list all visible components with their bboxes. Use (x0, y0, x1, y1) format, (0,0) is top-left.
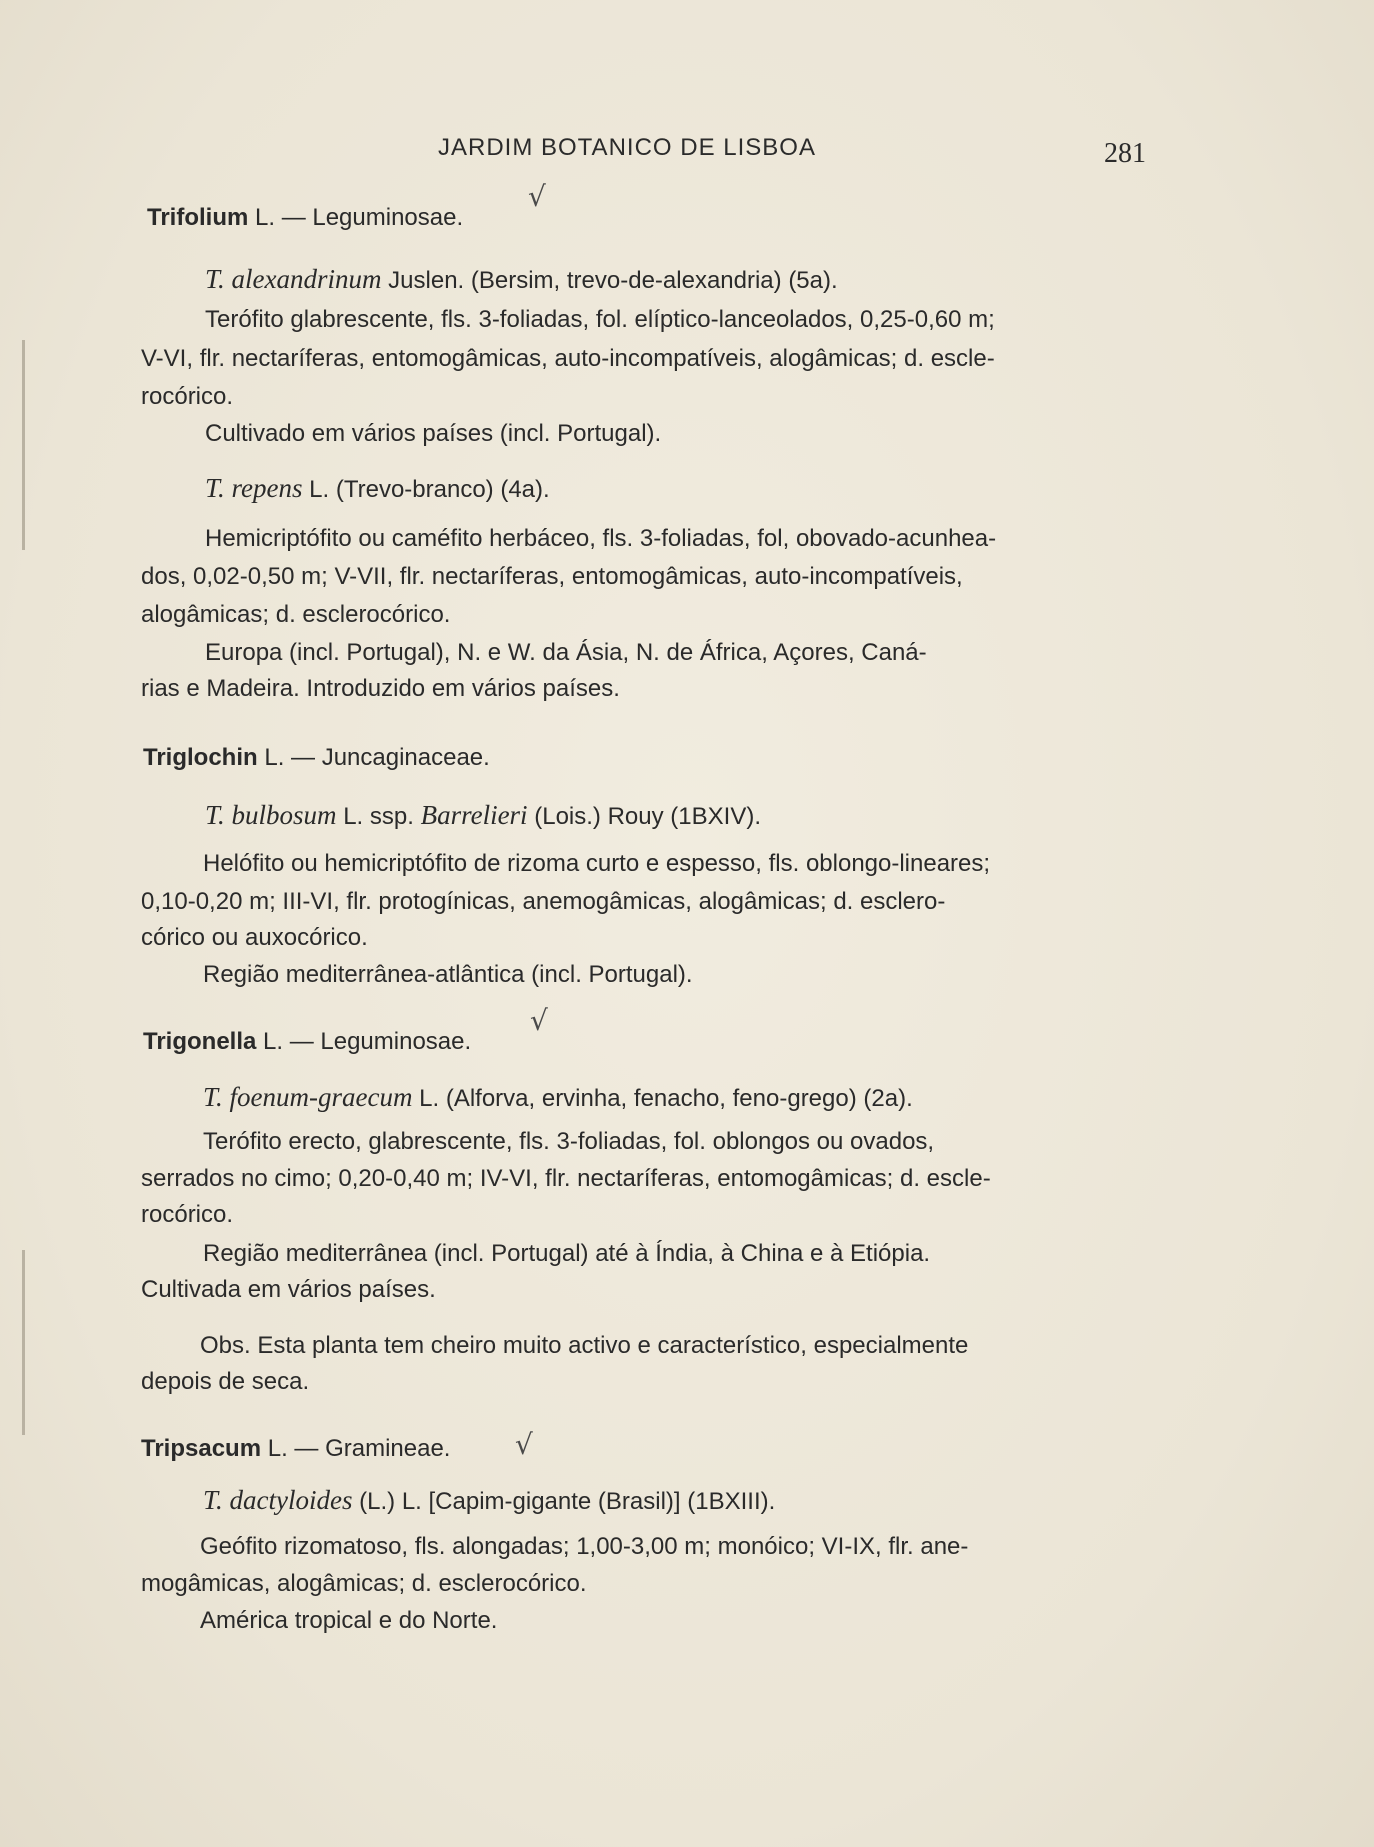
distribution-line: rias e Madeira. Introduzido em vários países. (141, 675, 620, 702)
description-line: Geófito rizomatoso, fls. alongadas; 1,00-3,00 m; monóico; VI-IX, flr. ane- (200, 1533, 969, 1560)
genus-heading (143, 744, 490, 772)
species-heading (205, 800, 761, 831)
binding-edge-mark (22, 1250, 25, 1435)
species-name: T. alexandrinum (205, 264, 382, 294)
genus-name: Trigonella (143, 1028, 257, 1055)
genus-family: L. — Leguminosae. (256, 1028, 472, 1055)
species-heading (203, 1485, 775, 1516)
description-line: alogâmicas; d. esclerocórico. (141, 601, 451, 628)
genus-family: L. — Juncaginaceae. (257, 744, 490, 771)
running-header: JARDIM BOTANICO DE LISBOA (438, 134, 816, 161)
description-line: Hemicriptófito ou caméfito herbáceo, fls. 3-foliadas, fol, obovado-acunhea- (205, 525, 997, 552)
distribution-line: Região mediterrânea (incl. Portugal) até à Índia, à China e à Etiópia. (203, 1240, 931, 1267)
distribution-line: América tropical e do Norte. (200, 1607, 498, 1634)
binding-edge-mark (22, 340, 25, 550)
check-mark: √ (530, 1004, 548, 1037)
genus-family: L. — Leguminosae. (248, 204, 464, 231)
subspecies-name: Barrelieri (420, 800, 528, 830)
description-line: Terófito glabrescente, fls. 3-foliadas, fol. elíptico-lanceolados, 0,25-0,60 m; (205, 306, 995, 333)
genus-name: Trifolium (147, 204, 249, 231)
description-line: Helófito ou hemicriptófito de rizoma curto e espesso, fls. oblongo-lineares; (203, 850, 991, 877)
description-line: córico ou auxocórico. (141, 924, 368, 951)
species-name: T. dactyloides (203, 1485, 353, 1515)
distribution-line: Cultivado em vários países (incl. Portugal). (205, 420, 662, 447)
description-line: Terófito erecto, glabrescente, fls. 3-foliadas, fol. oblongos ou ovados, (203, 1128, 935, 1155)
description-line: rocórico. (141, 1201, 234, 1228)
description-line: mogâmicas, alogâmicas; d. esclerocórico. (141, 1570, 587, 1597)
description-line: 0,10-0,20 m; III-VI, flr. protogínicas, anemogâmicas, alogâmicas; d. esclero- (141, 888, 946, 915)
distribution-line: Europa (incl. Portugal), N. e W. da Ásia, N. de África, Açores, Caná- (205, 639, 927, 666)
species-heading (205, 264, 838, 295)
genus-heading (147, 204, 463, 232)
description-line: serrados no cimo; 0,20-0,40 m; IV-VI, flr. nectaríferas, entomogâmicas; d. escle- (141, 1165, 991, 1192)
genus-name: Triglochin (143, 744, 258, 771)
species-heading (205, 473, 550, 504)
check-mark: √ (528, 180, 546, 213)
species-name: T. repens (205, 473, 303, 503)
genus-family: L. — Gramineae. (261, 1435, 451, 1462)
subspecies-authority: (Lois.) Rouy (1BXIV). (527, 803, 761, 830)
description-line: V-VI, flr. nectaríferas, entomogâmicas, auto-incompatíveis, alogâmicas; d. escle- (141, 345, 995, 372)
check-mark: √ (515, 1428, 533, 1461)
species-name: T. bulbosum (205, 800, 337, 830)
species-authority: L. ssp. (336, 803, 421, 830)
species-name: T. foenum-graecum (203, 1082, 413, 1112)
species-heading (203, 1082, 913, 1113)
page-number: 281 (1104, 138, 1146, 169)
species-authority: L. (Trevo-branco) (4a). (302, 476, 550, 503)
species-authority: Juslen. (Bersim, trevo-de-alexandria) (5a). (381, 267, 838, 294)
distribution-line: Cultivada em vários países. (141, 1276, 436, 1303)
observation-line: depois de seca. (141, 1368, 310, 1395)
description-line: dos, 0,02-0,50 m; V-VII, flr. nectaríferas, entomogâmicas, auto-incompatíveis, (141, 563, 963, 590)
observation-line: Obs. Esta planta tem cheiro muito activo e característico, especialmente (200, 1332, 969, 1359)
genus-heading (141, 1435, 450, 1463)
species-authority: L. (Alforva, ervinha, fenacho, feno-grego) (2a). (412, 1085, 913, 1112)
genus-name: Tripsacum (141, 1435, 262, 1462)
distribution-line: Região mediterrânea-atlântica (incl. Portugal). (203, 961, 693, 988)
description-line: rocórico. (141, 383, 234, 410)
genus-heading (143, 1028, 471, 1056)
species-authority: (L.) L. [Capim-gigante (Brasil)] (1BXIII). (352, 1488, 776, 1515)
